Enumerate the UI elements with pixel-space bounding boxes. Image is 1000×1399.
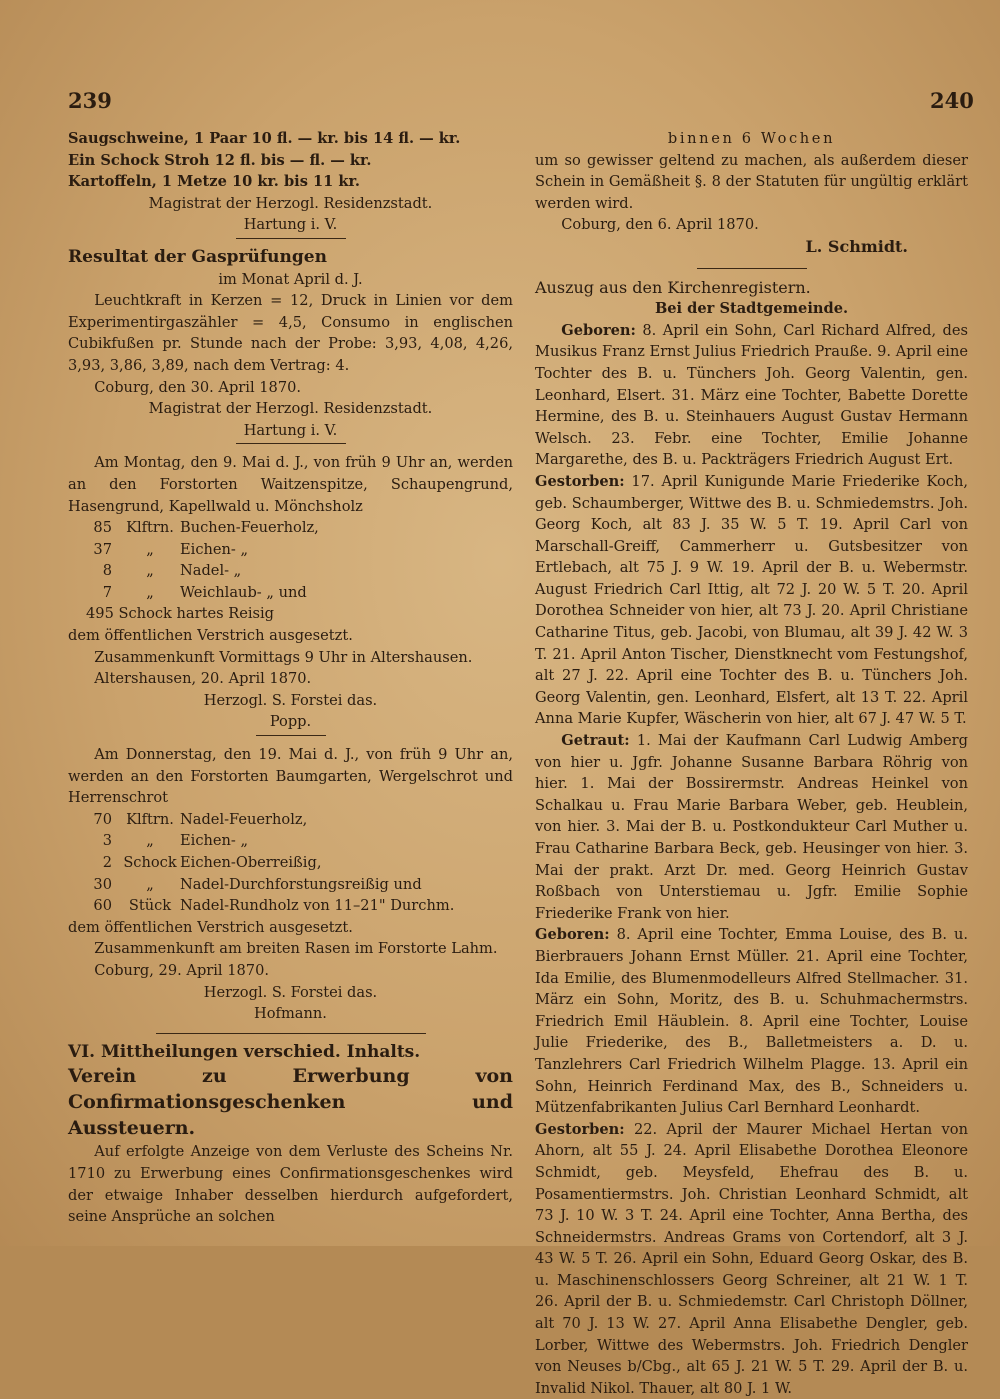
notice-continuation-body: um so gewisser geltend zu machen, als außerdem dieser Schein in Gemäßheit §. 8 der Statuten für ungültig erklärt werden wird.	[535, 151, 968, 212]
wood-sale-1-date: Altershausen, 20. April 1870.	[94, 670, 312, 688]
births-label: Geboren:	[535, 926, 610, 944]
qty: 8	[102, 562, 112, 580]
deaths-text: 17. April Kunigunde Marie Friederike Koch, geb. Schaumberger, Wittwe des B. u. Schmiedemstrs. Joh. Georg Koch, alt 83 J. 35 W. 5 T. 19. April Carl von Marschall-Greiff, Cammerherr u. Gutsbesitzer von Ertlebach, alt 75 J. 9 W. 19. April der B. u. Webermstr. August Friedrich Carl Ittig, alt 72 J. 20 W. 5 T. 20. April Dorothea Schneider von hier, alt 73 J. 20. April Christiane Catharine Titus, geb. Jacobi, von Blumau, alt 39 J. 42 W. 3 T. 21. April Anton Tischer, Dienstknecht vom Festungshof, alt 27 J. 22. April eine Tochter des B. u. Tünchers Joh. Georg Valentin, gen. Leonhard, Elsfert, alt 13 T. 22. April Anna Marie Kupfer, Wäscherin von hier, alt 67 J. 47 W. 5 T.	[535, 472, 968, 728]
wood-sale-2-meeting: Zusammenkunft am breiten Rasen im Forstorte Lahm.	[94, 940, 498, 958]
wood-sale-1-sale: dem öffentlichen Verstrich ausgesetzt.	[68, 627, 353, 645]
divider	[236, 238, 346, 239]
marriages-label: Getraut:	[561, 732, 630, 750]
wood-sale-2-date: Coburg, 29. April 1870.	[94, 961, 270, 979]
gas-report-title: Resultat der Gasprüfungen	[68, 246, 327, 267]
verein-body: Auf erfolgte Anzeige von dem Verluste des Scheins Nr. 1710 zu Erwerbung eines Confirmationsgeschenkes wird der etwaige Inhaber desselben hierdurch aufgefordert, seine Ansprüche an solchen	[68, 1143, 513, 1226]
wood-sale-1-more: 495 Schock hartes Reisig	[86, 605, 275, 623]
births-label: Geboren:	[561, 321, 636, 339]
wood-row	[68, 895, 513, 917]
unit: Schock	[123, 854, 177, 871]
notice-date: Coburg, den 6. April 1870.	[561, 216, 759, 234]
wood-type: Eichen- „	[180, 540, 249, 558]
births-text: 8. April eine Tochter, Emma Louise, des B. u. Bierbrauers Johann Ernst Müller. 21. April eine Tochter, Ida Emilie, des Blumenmodelleurs Alfred Stellmacher. 31. März ein Sohn, Moritz, des B. u. Schuhmachermstrs. Friedrich Emil Häublein. 8. April eine Tochter, Louise Julie Friederike, des B., Balletmeisters a. D. u. Tanzlehrers Carl Friedrich Wilhelm Plagge. 13. April ein Sohn, Heinrich Ferdinand Max, des B., Schneiders u. Mützenfabrikanten Julius Carl Bernhard Leonhardt.	[535, 926, 968, 1117]
deaths-text: 22. April der Maurer Michael Hertan von Ahorn, alt 55 J. 24. April Elisabethe Dorothea Eleonore Schmidt, geb. Meysfeld, Ehefrau des B. u. Posamentiermstrs. Joh. Christian Leonhard Schmidt, alt 73 J. 10 W. 3 T. 24. April eine Tochter, Anna Bertha, des Schneidermstrs. Andreas Grams von Cortendorf, alt 3 J. 43 W. 5 T. 26. April ein Sohn, Eduard Georg Oskar, des B. u. Maschinenschlossers Georg Schreiner, alt 21 W. 1 T. 26. April der B. u. Schmiedemstr. Carl Christoph Döllner, alt 70 J. 13 W. 27. April Anna Elisabethe Dengler, geb. Lorber, Wittwe des Webermstrs. Joh. Friedrich Dengler von Neuses b/Cbg., alt 65 J. 21 W. 5 T. 29. April der B. u. Invalid Nikol. Thauer, alt 80 J. 1 W.	[535, 1120, 968, 1397]
wood-row	[68, 560, 513, 582]
price-line: Ein Schock Stroh 12 fl. bis — fl. — kr.	[68, 151, 372, 169]
deaths-label: Gestorben:	[535, 1120, 625, 1138]
qty: 2	[102, 854, 112, 871]
gas-report-date: Coburg, den 30. April 1870.	[94, 378, 302, 396]
divider	[236, 443, 346, 444]
marriages-entry	[535, 730, 968, 924]
qty: 70	[93, 810, 112, 828]
wood-sale-1-table	[68, 517, 513, 603]
price-line: Kartoffeln, 1 Metze 10 kr. bis 11 kr.	[68, 173, 360, 191]
divider	[697, 268, 807, 269]
unit: „	[146, 832, 154, 850]
church-register-subtitle: Bei der Stadtgemeinde.	[654, 300, 849, 318]
deaths-label: Gestorben:	[535, 472, 625, 490]
wood-sale-1-meeting: Zusammenkunft Vormittags 9 Uhr in Altershausen.	[94, 648, 473, 666]
gas-report-signature-name: Hartung i. V.	[243, 421, 338, 439]
qty: 37	[93, 540, 112, 558]
wood-sale-2-intro: Am Donnerstag, den 19. Mai d. J., von früh 9 Uhr an, werden an den Forstorten Baumgarten, Wergelschrot und Herrenschrot	[68, 746, 513, 807]
wood-row	[68, 874, 513, 896]
page-number-right: 240	[930, 88, 974, 113]
deaths-entry-1	[535, 471, 968, 730]
price-line: Saugschweine, 1 Paar 10 fl. — kr. bis 14 fl. — kr.	[68, 130, 461, 147]
wood-sale-2-signature-authority: Herzogl. S. Forstei das.	[203, 983, 378, 1001]
wood-type: Nadel-Durchforstungsreißig und	[180, 875, 422, 893]
left-column	[68, 128, 513, 1228]
wood-sale-1-signature-authority: Herzogl. S. Forstei das.	[203, 691, 378, 709]
notice-continuation-line: binnen 6 Wochen	[667, 130, 836, 147]
qty: 30	[93, 875, 112, 893]
wood-row	[68, 517, 513, 539]
births-entry-1	[535, 320, 968, 471]
gas-report-body: Leuchtkraft in Kerzen = 12, Druck in Linien vor dem Experimentirgaszähler = 4,5, Consumo in englischen Cubikfußen pr. Stunde nach der Probe: 3,93, 4,08, 4,26, 3,93, 3,86, 3,89, nach dem Vertrag: 4.	[68, 292, 513, 374]
qty: 3	[102, 832, 112, 850]
section-divider	[156, 1033, 426, 1034]
qty: 60	[93, 897, 112, 915]
wood-row	[68, 830, 513, 852]
wood-type: Nadel-Feuerholz,	[180, 810, 308, 828]
church-register-title: Auszug aus den Kirchenregistern.	[535, 277, 811, 297]
right-column	[535, 128, 968, 1399]
verein-title: Verein zu Erwerbung von Confirmationsgeschenken und Aussteuern.	[68, 1065, 513, 1140]
wood-type: Weichlaub- „ und	[180, 583, 307, 601]
wood-type: Eichen-Oberreißig,	[180, 854, 322, 871]
unit: „	[146, 562, 154, 580]
divider	[256, 735, 326, 736]
wood-sale-2-signature-name: Hofmann.	[254, 1005, 327, 1023]
wood-row	[68, 582, 513, 604]
qty: 85	[93, 519, 112, 537]
wood-type: Nadel- „	[180, 562, 242, 580]
wood-type: Nadel-Rundholz von 11–21" Durchm.	[180, 897, 455, 915]
gas-report-subtitle: im Monat April d. J.	[218, 270, 363, 288]
qty: 7	[102, 583, 112, 601]
births-text: 8. April ein Sohn, Carl Richard Alfred, des Musikus Franz Ernst Julius Friedrich Prauße. 9. April eine Tochter des B. u. Tünchers Joh. Georg Valentin, gen. Leonhard, Elsert. 31. März eine Tochter, Babette Dorette Hermine, des B. u. Steinhauers August Gustav Hermann Welsch. 23. Febr. eine Tochter, Emilie Johanne Margarethe, des B. u. Packträgers Friedrich August Ert.	[535, 321, 968, 469]
wood-sale-1-signature-name: Popp.	[269, 713, 312, 731]
price-signature-authority: Magistrat der Herzogl. Residenzstadt.	[148, 194, 433, 212]
wood-sale-2-table	[68, 809, 513, 917]
wood-type: Eichen- „	[180, 832, 249, 850]
wood-row	[68, 809, 513, 831]
unit: „	[146, 583, 154, 601]
gas-report-signature-authority: Magistrat der Herzogl. Residenzstadt.	[148, 400, 433, 418]
unit: „	[146, 875, 154, 893]
wood-type: Buchen-Feuerholz,	[180, 519, 319, 537]
section-heading: VI. Mittheilungen verschied. Inhalts.	[68, 1041, 421, 1062]
notice-signature: L. Schmidt.	[805, 236, 908, 256]
wood-sale-2-sale: dem öffentlichen Verstrich ausgesetzt.	[68, 918, 353, 936]
price-signature-name: Hartung i. V.	[243, 216, 338, 234]
deaths-entry-2	[535, 1119, 968, 1399]
wood-row	[68, 852, 513, 874]
unit: Klftrn.	[126, 810, 174, 828]
page-number-left: 239	[68, 88, 112, 113]
unit: „	[146, 540, 154, 558]
unit: Stück	[128, 897, 172, 915]
births-entry-2	[535, 924, 968, 1118]
wood-sale-1-intro: Am Montag, den 9. Mai d. J., von früh 9 Uhr an, werden an den Forstorten Waitzenspitze, Schaupengrund, Hasengrund, Kapellwald u. Mönchsholz	[68, 454, 513, 515]
wood-row	[68, 539, 513, 561]
unit: Klftrn.	[126, 519, 174, 537]
marriages-text: 1. Mai der Kaufmann Carl Ludwig Amberg von hier u. Jgfr. Johanne Susanne Barbara Röhrig von hier. 1. Mai der Bossirermstr. Andreas Heinkel von Schalkau u. Frau Marie Barbara Weber, geb. Heublein, von hier. 3. Mai der B. u. Postkondukteur Carl Muther u. Frau Catharine Barbara Beck, geb. Heusinger von hier. 3. Mai der prakt. Arzt Dr. med. Georg Heinrich Gustav Roßbach von Unterstiemau u. Jgfr. Emilie Sophie Friederike Frank von hier.	[535, 732, 968, 922]
